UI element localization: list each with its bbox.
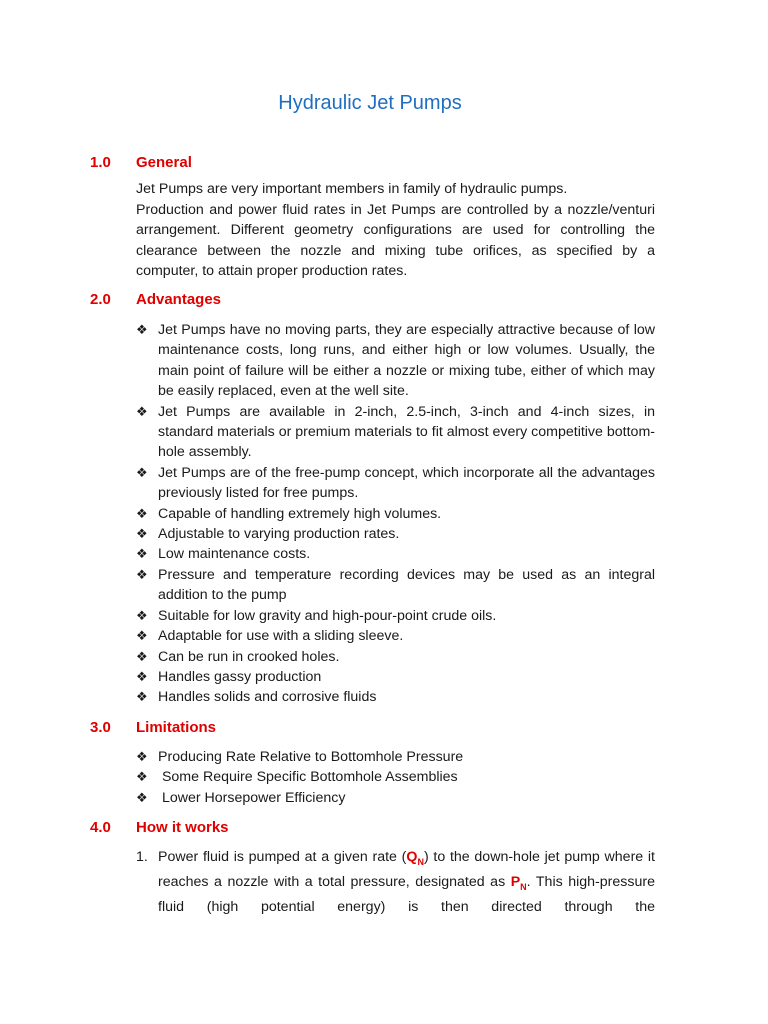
list-item: ❖ Some Require Specific Bottomhole Assemblies xyxy=(0,767,768,787)
list-item: ❖ Capable of handling extremely high volumes. xyxy=(0,504,768,524)
general-paragraph-1: Jet Pumps are very important members in family of hydraulic pumps. xyxy=(136,181,568,197)
section-number: 1.0 xyxy=(90,154,111,171)
step-number: 1. xyxy=(136,849,148,865)
diamond-bullet-icon: ❖ xyxy=(136,526,148,542)
diamond-bullet-icon: ❖ xyxy=(136,607,148,623)
diamond-bullet-icon: ❖ xyxy=(136,749,148,764)
section-title: How it works xyxy=(136,819,229,836)
list-item: ❖ Low maintenance costs. xyxy=(0,544,768,564)
list-item: ❖ Producing Rate Relative to Bottomhole Pressure xyxy=(0,747,768,767)
pressure-symbol: $P_N$ xyxy=(510,874,527,893)
diamond-bullet-icon: ❖ xyxy=(136,668,148,684)
list-item: ❖ Jet Pumps have no moving parts, they are especially attractive because of low maintenance costs, long runs, and either high or low volumes. Usually, the main point of failure will be either a nozzle or mixing tube, either of which may be easily replaced, even at the well site. xyxy=(136,322,655,400)
list-item: ❖ Jet Pumps are of the free-pump concept, which incorporate all the advantages previously listed for free pumps. xyxy=(136,464,655,502)
diamond-bullet-icon: ❖ xyxy=(136,403,148,419)
section-title: Limitations xyxy=(136,719,217,736)
list-item: ❖ Lower Horsepower Efficiency xyxy=(0,788,768,808)
diamond-bullet-icon: ❖ xyxy=(136,546,148,562)
list-item xyxy=(0,847,768,918)
diamond-bullet-icon: ❖ xyxy=(136,566,148,582)
diamond-bullet-icon: ❖ xyxy=(136,322,148,337)
diamond-bullet-icon: ❖ xyxy=(136,464,148,480)
advantages-list xyxy=(0,320,768,708)
section-number: 3.0 xyxy=(90,719,111,736)
section-number: 2.0 xyxy=(90,291,111,308)
list-item: ❖ Pressure and temperature recording devices may be used as an integral addition to the pump xyxy=(136,566,655,604)
step-text: Power fluid is pumped at a given rate $(Q_N)$ to the down-hole jet pump where it reaches a nozzle with a total pressure, designated as $P_N$. This high-pressure fluid (high potential energy) is then directed through the xyxy=(158,849,656,916)
limitations-list xyxy=(0,747,768,808)
diamond-bullet-icon: ❖ xyxy=(136,689,148,705)
section-number: 4.0 xyxy=(90,819,111,836)
general-paragraph-2: Production and power fluid rates in Jet Pumps are controlled by a nozzle/venturi arrangement. Different geometry configurations are used for controlling the clearance between the nozzle and mixing tube orifices, as specified by a computer, to attain proper production rates. xyxy=(136,202,655,280)
diamond-bullet-icon: ❖ xyxy=(136,505,148,521)
section-title: General xyxy=(136,154,192,171)
list-item: ❖ Jet Pumps are available in 2-inch, 2.5-inch, 3-inch and 4-inch sizes, in standard materials or premium materials to fit almost every competitive bottom-hole assembly. xyxy=(136,403,655,461)
diamond-bullet-icon: ❖ xyxy=(136,789,148,805)
document-title: Hydraulic Jet Pumps xyxy=(278,92,462,114)
diamond-bullet-icon: ❖ xyxy=(136,648,148,664)
flow-rate-symbol: $Q_N$ xyxy=(406,849,424,867)
section-title: Advantages xyxy=(136,291,222,308)
list-item: ❖ Handles solids and corrosive fluids xyxy=(0,687,768,707)
how-it-works-list xyxy=(0,847,768,918)
diamond-bullet-icon: ❖ xyxy=(136,769,148,785)
diamond-bullet-icon: ❖ xyxy=(136,628,148,644)
list-item: ❖ Adjustable to varying production rates. xyxy=(0,524,768,544)
list-item: ❖ Suitable for low gravity and high-pour-point crude oils. xyxy=(0,606,768,626)
list-item: ❖ Adaptable for use with a sliding sleeve. xyxy=(0,626,768,646)
list-item: ❖ Handles gassy production xyxy=(0,667,768,687)
list-item: ❖ Can be run in crooked holes. xyxy=(0,647,768,667)
